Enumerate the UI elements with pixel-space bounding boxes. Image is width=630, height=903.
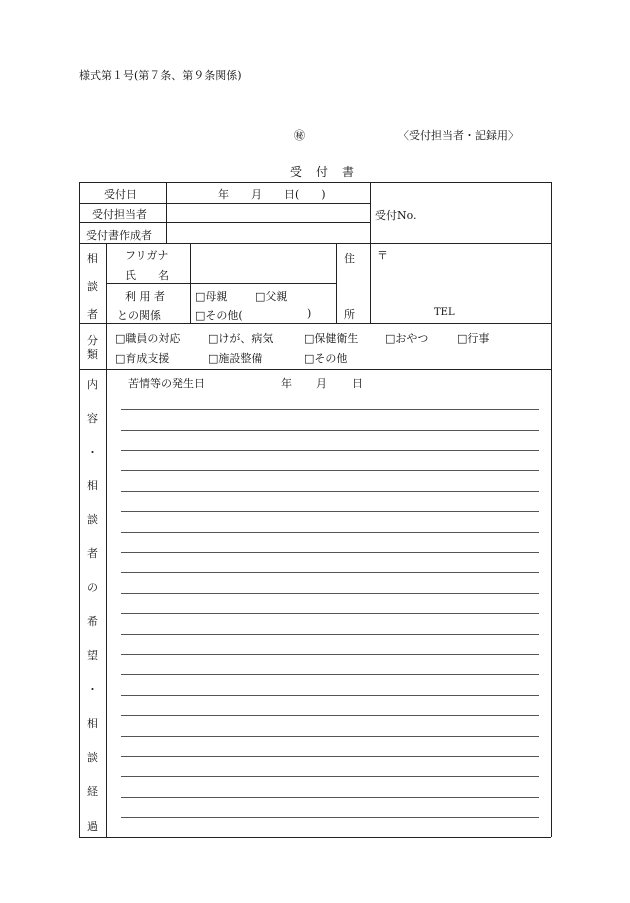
content-label-char: 容 (87, 412, 98, 425)
category-facility-checkbox[interactable]: □施設整備 (208, 352, 263, 365)
writing-line (121, 654, 539, 655)
category-care-support-checkbox[interactable]: □育成支援 (115, 352, 170, 365)
writing-line (121, 532, 539, 533)
consultant-label-3: 者 (87, 308, 98, 321)
category-hygiene-checkbox[interactable]: □保健衛生 (304, 332, 359, 345)
document-title: 受 付 書 (290, 165, 356, 179)
address-label-2: 所 (344, 308, 355, 321)
category-label-1: 分 (87, 334, 98, 347)
category-injury-checkbox[interactable]: □けが、病気 (208, 332, 274, 345)
confidential-seal: ㊙ (294, 129, 305, 142)
writing-line (121, 634, 539, 635)
reception-number-label: 受付No. (375, 209, 417, 222)
category-staff-response-checkbox[interactable]: □職員の対応 (115, 332, 181, 345)
writing-line (121, 695, 539, 696)
writing-line (121, 430, 539, 431)
writing-line (121, 817, 539, 818)
copy-note: 〈受付担当者・記録用〉 (398, 129, 519, 142)
writing-line (121, 450, 539, 451)
content-label-char: 望 (87, 649, 98, 662)
address-field[interactable] (377, 262, 547, 302)
relation-label-1: 利 用 者 (125, 290, 165, 303)
content-label-char: の (87, 581, 98, 594)
relation-label-2: との関係 (117, 309, 161, 322)
content-label-char: 内 (87, 378, 98, 391)
form-writer-field[interactable] (168, 224, 368, 241)
form-number: 様式第１号(第７条、第９条関係) (79, 69, 242, 82)
writing-line (121, 613, 539, 614)
reception-staff-label: 受付担当者 (92, 208, 147, 221)
reception-date-label: 受付日 (104, 188, 137, 201)
writing-line (121, 511, 539, 512)
category-label-2: 類 (87, 348, 98, 361)
reception-number-field[interactable] (430, 186, 548, 241)
occurrence-date-label: 苦情等の発生日 (128, 377, 205, 390)
furigana-label: フリガナ (125, 249, 169, 262)
content-label-char: 経 (87, 785, 98, 798)
consultant-name-field[interactable] (192, 246, 334, 282)
writing-line (121, 470, 539, 471)
writing-line (121, 736, 539, 737)
content-label-char: 相 (87, 717, 98, 730)
content-label-char: 談 (87, 513, 98, 526)
content-label-char: 希 (87, 615, 98, 628)
consultant-label-1: 相 (87, 252, 98, 265)
consultant-label-2: 談 (87, 280, 98, 293)
relation-other-close: ) (307, 307, 312, 320)
relation-mother-checkbox[interactable]: □母親 (195, 290, 228, 303)
writing-line (121, 756, 539, 757)
name-label: 氏 名 (125, 269, 169, 282)
category-event-checkbox[interactable]: □行事 (457, 332, 490, 345)
address-label-1: 住 (344, 252, 355, 265)
occurrence-month-label: 月 (316, 377, 327, 390)
writing-line (121, 674, 539, 675)
reception-staff-field[interactable] (168, 205, 368, 221)
writing-line (121, 776, 539, 777)
writing-line (121, 552, 539, 553)
postal-mark: 〒 (377, 249, 388, 262)
writing-line (121, 797, 539, 798)
writing-line (121, 715, 539, 716)
content-label-char: ・ (87, 683, 98, 696)
writing-line (121, 491, 539, 492)
category-other-checkbox[interactable]: □その他 (304, 352, 348, 365)
writing-line (121, 572, 539, 573)
relation-other-checkbox[interactable]: □その他( (195, 309, 243, 322)
relation-father-checkbox[interactable]: □父親 (255, 290, 288, 303)
writing-line (121, 593, 539, 594)
content-label-char: 談 (87, 751, 98, 764)
form-writer-label: 受付書作成者 (86, 229, 152, 242)
writing-line (121, 409, 539, 410)
content-label-char: 相 (87, 479, 98, 492)
occurrence-day-label: 日 (352, 377, 363, 390)
occurrence-year-label: 年 (281, 377, 292, 390)
content-label-char: ・ (87, 446, 98, 459)
content-label-char: 者 (87, 547, 98, 560)
content-label-char: 過 (87, 820, 98, 833)
category-snack-checkbox[interactable]: □おやつ (385, 332, 429, 345)
tel-label: TEL (434, 307, 455, 318)
reception-date-field[interactable]: 年 月 日( ) (218, 188, 326, 201)
